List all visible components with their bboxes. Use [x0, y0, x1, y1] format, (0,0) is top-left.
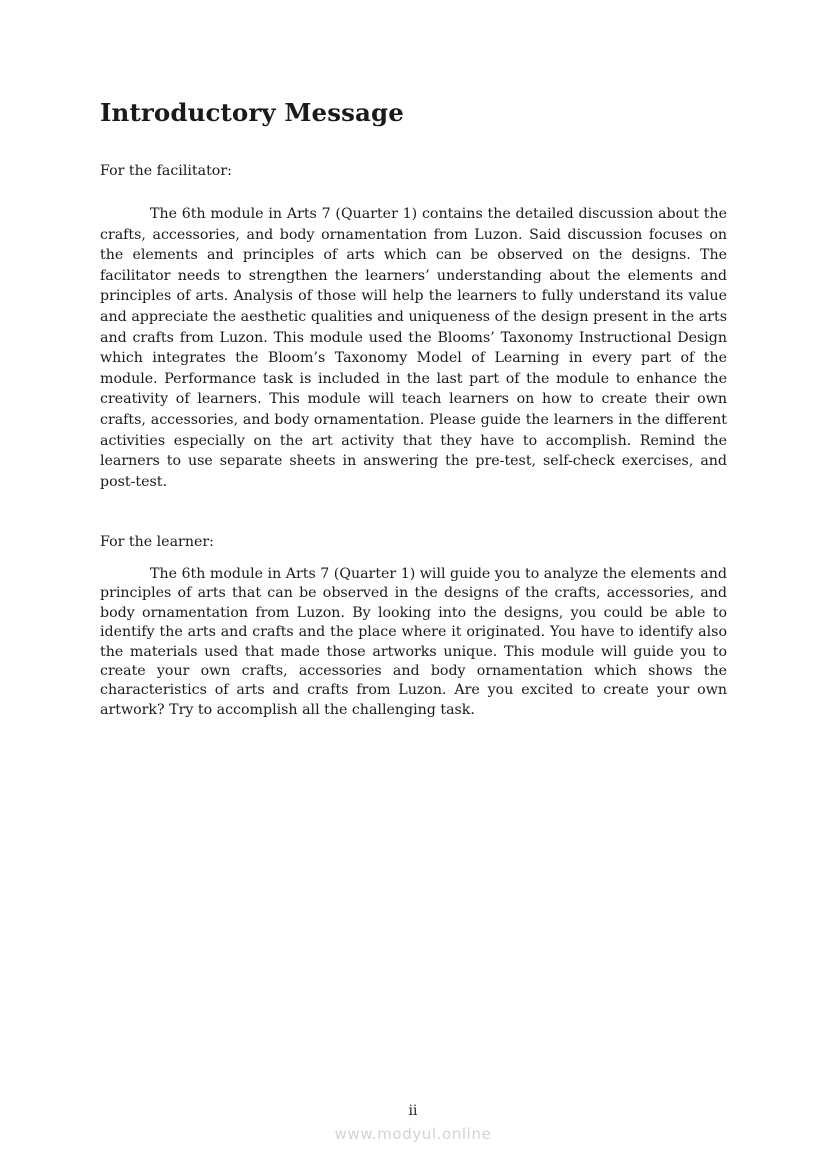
facilitator-heading: For the facilitator: — [100, 163, 232, 179]
page-number: ii — [408, 1103, 418, 1119]
learner-heading: For the learner: — [100, 534, 214, 550]
facilitator-message: The 6th module in Arts 7 (Quarter 1) contains the detailed discussion about the crafts, accessories, and body ornamentation from Luzon. Said discussion focuses on the elements and principles of arts which can be observed on the designs. The facilitator needs to strengthen the learners’ understanding about the elements and principles of arts. Analysis of those will help the learners to fully understand its value and appreciate the aesthetic qualities and uniqueness of the design present in the arts and crafts from Luzon. This module used the Blooms’ Taxonomy Instructional Design which integrates the Bloom’s Taxonomy Model of Learning in every part of the module. Performance task is included in the last part of the module to enhance the creativity of learners. This module will teach learners on how to create their own crafts, accessories, and body ornamentation. Please guide the learners in the different activities especially on the art activity that they have to accomplish. Remind the learners to use separate sheets in answering the pre-test, self-check exercises, and post-test. — [100, 206, 727, 490]
learner-message: The 6th module in Arts 7 (Quarter 1) will guide you to analyze the elements and principles of arts that can be observed in the designs of the crafts, accessories, and body ornamentation from Luzon. By looking into the designs, you could be able to identify the arts and crafts and the place where it originated. You have to identify also the materials used that made those artworks unique. This module will guide you to create your own crafts, accessories and body ornamentation which shows the characteristics of arts and crafts from Luzon. Are you excited to create your own artwork? Try to accomplish all the challenging task. — [100, 566, 727, 718]
page-title: Introductory Message — [100, 98, 404, 127]
watermark: www.modyul.online — [334, 1125, 492, 1143]
